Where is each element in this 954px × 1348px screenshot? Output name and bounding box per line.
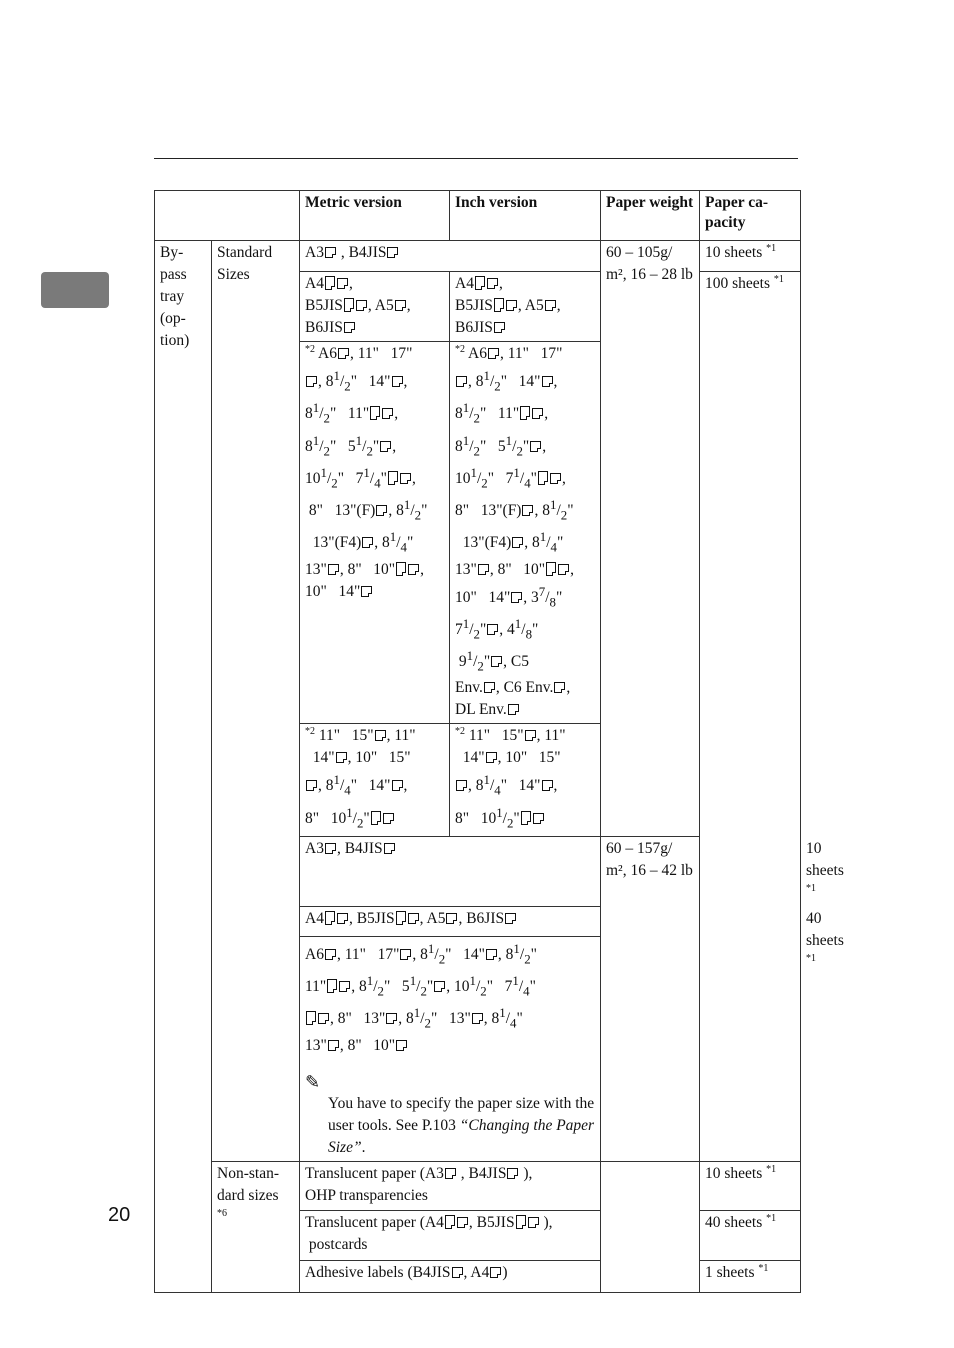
capacity-value: 10 sheets	[806, 839, 844, 879]
landscape-paper-icon	[387, 247, 398, 258]
footnote-mark: *1	[806, 952, 816, 964]
portrait-paper-icon	[475, 276, 485, 290]
header-capacity: Paper ca- pacity	[700, 191, 801, 241]
non-standard-label: Non-stan- dard sizes $^{*6}$	[212, 1161, 300, 1292]
footnote-mark: *1	[758, 1262, 769, 1274]
landscape-paper-icon	[395, 300, 406, 311]
capacity-value: 40 sheets	[806, 909, 844, 949]
capacity-value: 100 sheets	[705, 275, 771, 292]
size-r6: A4 , B5JIS , A5 , B6JIS	[300, 906, 601, 936]
capacity-value: 10 sheets	[705, 1164, 763, 1182]
header-weight: Paper weight	[601, 191, 700, 241]
landscape-paper-icon	[506, 300, 517, 311]
note-link[interactable]: “Changing the Paper Size”	[328, 1116, 595, 1156]
standard-sizes-label: Standard Sizes	[212, 241, 300, 1162]
capacity-cell	[700, 1260, 801, 1292]
table-row	[155, 1161, 801, 1210]
landscape-paper-icon	[325, 247, 336, 258]
size-ns2: Translucent paper (A4 , B5JIS ), postcards	[300, 1210, 601, 1260]
landscape-paper-icon	[344, 322, 355, 333]
capacity-value: 40 sheets	[705, 1213, 763, 1231]
landscape-paper-icon	[356, 300, 367, 311]
footnote-mark: *1	[766, 1163, 777, 1175]
capacity-value: 10 sheets	[705, 244, 763, 261]
landscape-paper-icon	[494, 322, 505, 333]
pencil-note-icon: ✎	[305, 1071, 321, 1092]
size-ns3: Adhesive labels (B4JIS , A4 )	[300, 1260, 601, 1292]
paper-weight-2: 60 – 157g/ m², 16 – 42 lb	[601, 836, 700, 1161]
size-ns1: Translucent paper (A3 , B4JIS ), OHP transparencies	[300, 1161, 601, 1210]
size-r5: A3 , B4JIS	[300, 836, 601, 906]
footnote-mark: *1	[806, 882, 816, 894]
header-blank	[155, 191, 300, 241]
paper-spec-table	[154, 190, 844, 1293]
chapter-tab	[41, 272, 109, 308]
size-r7: A6 , 11" 17" , $8^1/_2$" 14" , $8^1/_2$" 11" , $8^1/_2$" $5^1/_2$" , $10^1/_2$" $7^1/_4$" , 8" 13" , $8^1/_2$" 13" , $8^1/_4$" 13" , 8" 10" ✎ You have to specify the paper size with the user tools. See P.103 “Changing the Paper Size”.	[300, 936, 601, 1161]
landscape-paper-icon	[545, 300, 556, 311]
header-inch: Inch version	[450, 191, 601, 241]
capacity-value: 1 sheets	[705, 1263, 755, 1281]
header-metric: Metric version	[300, 191, 450, 241]
footnote-mark: *1	[766, 242, 777, 254]
table-row	[155, 241, 801, 272]
note: You have to specify the paper size with the user tools. See P.103 “Changing the Paper Size”.	[328, 1094, 595, 1156]
size-r1: A3 , B4JIS	[300, 241, 601, 272]
top-rule	[154, 158, 798, 159]
size-r2-inch: A4 , B5JIS , A5 , B6JIS	[450, 272, 601, 342]
note-text: You have to specify the paper size with the user tools. See P.103	[328, 1094, 595, 1134]
footnote-mark: *1	[773, 273, 784, 285]
portrait-paper-icon	[494, 298, 504, 312]
header-row	[155, 191, 801, 241]
size-r2-metric: A4 , B5JIS , A5 , B6JIS	[300, 272, 450, 342]
page-number: 20	[108, 1204, 131, 1226]
landscape-paper-icon	[337, 278, 348, 289]
capacity-cell	[700, 1210, 801, 1260]
portrait-paper-icon	[344, 298, 354, 312]
portrait-paper-icon	[325, 276, 335, 290]
paper-weight-1: 60 – 105g/ m², 16 – 28 lb	[601, 241, 700, 837]
tray-label: By- pass tray (op- tion)	[155, 241, 212, 1293]
paper-weight-blank	[601, 1161, 700, 1292]
size-r4-inch: $^{*2}$ 11" 15" , 11" 14" , 10" 15" , $8^1/_4$" 14" , 8" $10^1/_2$"	[450, 724, 601, 837]
footnote-mark: *1	[766, 1212, 777, 1224]
size-r3-metric: $^{*2}$ A6 , 11" 17" , $8^1/_2$" 14" , $8^1/_2$" 11" , $8^1/_2$" $5^1/_2$" , $10^1/_2$" $7^1/_4$" , 8" 13"(F) , $8^1/_2$" 13"(F4) , $8^1/_4$" 13" , 8" 10" , 10" 14"	[300, 342, 450, 724]
capacity-cell	[700, 241, 801, 272]
size-r3-inch: $^{*2}$ A6 , 11" 17" , $8^1/_2$" 14" , $8^1/_2$" 11" , $8^1/_2$" $5^1/_2$" , $10^1/_2$" $7^1/_4$" , 8" 13"(F) , $8^1/_2$" 13"(F4) , $8^1/_4$" 13" , 8" 10" , 10" 14" , $3^7/_8$" $7^1/_2$" , $4^1/_8$" $9^1/_2$" , C5 Env. , C6 Env. , DL Env.	[450, 342, 601, 724]
capacity-cell	[700, 1161, 801, 1210]
size-r4-metric: $^{*2}$ 11" 15" , 11" 14" , 10" 15" , $8^1/_4$" 14" , 8" $10^1/_2$"	[300, 724, 450, 837]
capacity-cell	[700, 272, 801, 1162]
landscape-paper-icon	[487, 278, 498, 289]
